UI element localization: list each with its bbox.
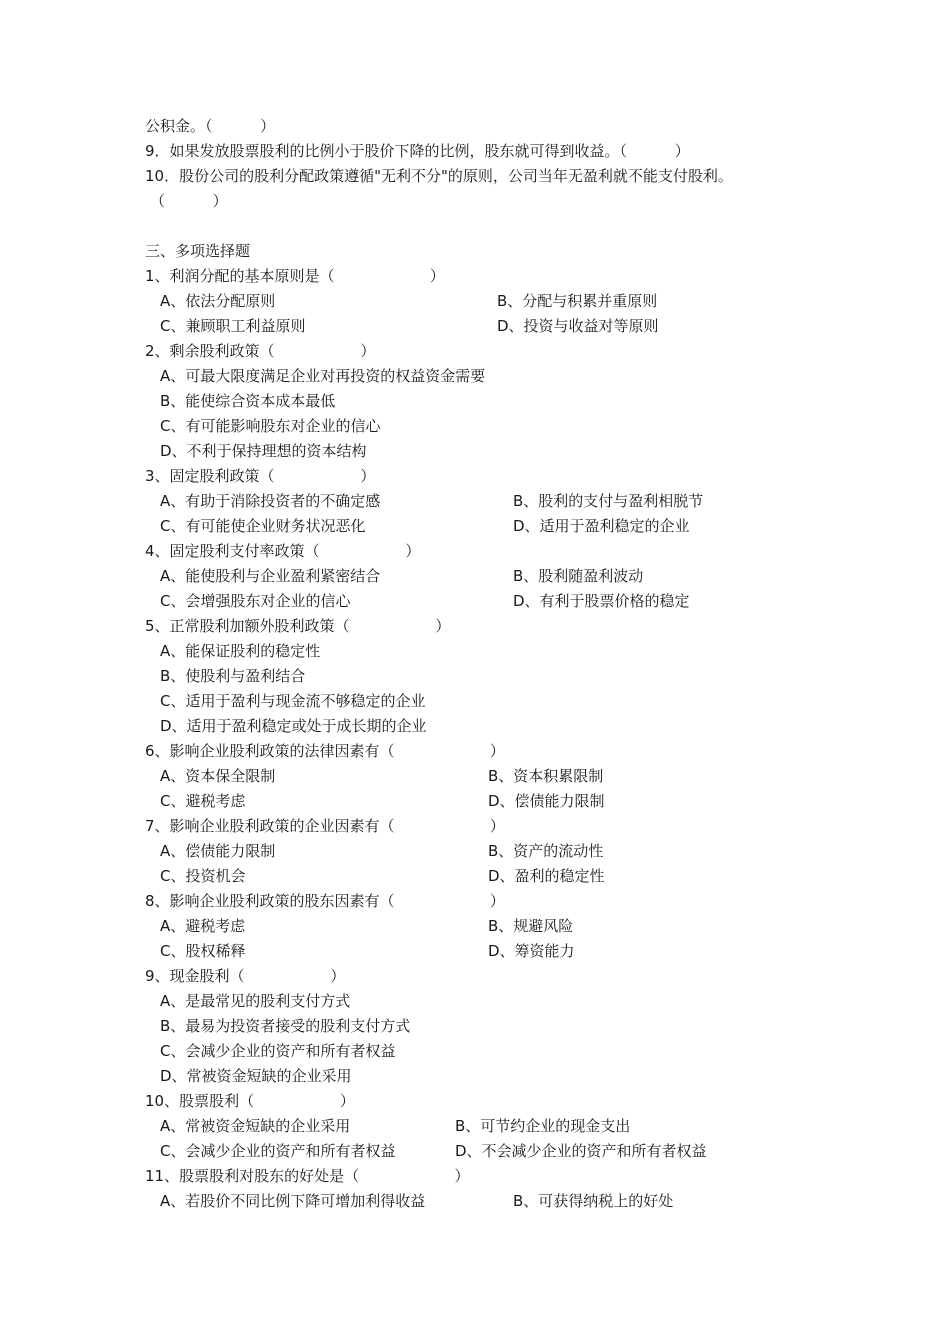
question-stem: 1、利润分配的基本原则是（ ） (145, 267, 445, 285)
section-title: 三、多项选择题 (145, 242, 251, 260)
option-d: D、适用于盈利稳定的企业 (513, 517, 690, 535)
option-a: A、依法分配原则 (160, 292, 276, 310)
option-b: B、分配与积累并重原则 (497, 292, 658, 310)
option-c: C、避税考虑 (160, 792, 246, 810)
option-a: A、可最大限度满足企业对再投资的权益资金需要 (160, 367, 486, 385)
option-c: C、投资机会 (160, 867, 246, 885)
option-b: B、最易为投资者接受的股利支付方式 (160, 1017, 411, 1035)
option-d: D、偿债能力限制 (488, 792, 605, 810)
option-d: D、投资与收益对等原则 (497, 317, 659, 335)
option-b: B、股利随盈利波动 (513, 567, 644, 585)
question-stem: 11、股票股利对股东的好处是（ ） (145, 1167, 470, 1185)
option-d: D、常被资金短缺的企业采用 (160, 1067, 352, 1085)
tail-line-1: 公积金。（ ） (145, 117, 276, 135)
option-c: C、会增强股东对企业的信心 (160, 592, 351, 610)
question-stem: 5、正常股利加额外股利政策（ ） (145, 617, 451, 635)
option-b: B、可获得纳税上的好处 (513, 1192, 674, 1210)
option-a: A、有助于消除投资者的不确定感 (160, 492, 381, 510)
option-a: A、偿债能力限制 (160, 842, 276, 860)
option-b: B、能使综合资本成本最低 (160, 392, 336, 410)
option-c: C、有可能使企业财务状况恶化 (160, 517, 366, 535)
option-b: B、股利的支付与盈利相脱节 (513, 492, 704, 510)
option-a: A、若股价不同比例下降可增加利得收益 (160, 1192, 426, 1210)
option-b: B、资本积累限制 (488, 767, 604, 785)
option-d: D、不利于保持理想的资本结构 (160, 442, 367, 460)
question-stem: 8、影响企业股利政策的股东因素有（ ） (145, 892, 505, 910)
question-stem: 3、固定股利政策（ ） (145, 467, 376, 485)
option-a: A、避税考虑 (160, 917, 246, 935)
option-c: C、会减少企业的资产和所有者权益 (160, 1042, 396, 1060)
option-a: A、资本保全限制 (160, 767, 276, 785)
option-d: D、盈利的稳定性 (488, 867, 605, 885)
option-d: D、有利于股票价格的稳定 (513, 592, 690, 610)
tail-line-4: （ ） (150, 192, 228, 210)
option-d: D、筹资能力 (488, 942, 575, 960)
option-b: B、资产的流动性 (488, 842, 604, 860)
question-stem: 4、固定股利支付率政策（ ） (145, 542, 421, 560)
option-d: D、不会减少企业的资产和所有者权益 (455, 1142, 707, 1160)
option-a: A、能使股利与企业盈利紧密结合 (160, 567, 381, 585)
option-c: C、股权稀释 (160, 942, 246, 960)
option-b: B、可节约企业的现金支出 (455, 1117, 631, 1135)
option-a: A、常被资金短缺的企业采用 (160, 1117, 351, 1135)
question-stem: 6、影响企业股利政策的法律因素有（ ） (145, 742, 505, 760)
tail-line-3: 10．股份公司的股利分配政策遵循"无利不分"的原则，公司当年无盈利就不能支付股利。 (145, 167, 733, 185)
option-b: B、使股利与盈利结合 (160, 667, 306, 685)
question-stem: 9、现金股利（ ） (145, 967, 346, 985)
question-stem: 10、股票股利（ ） (145, 1092, 355, 1110)
option-d: D、适用于盈利稳定或处于成长期的企业 (160, 717, 427, 735)
option-c: C、有可能影响股东对企业的信心 (160, 417, 381, 435)
option-c: C、兼顾职工利益原则 (160, 317, 306, 335)
tail-line-2: 9．如果发放股票股利的比例小于股价下降的比例，股东就可得到收益。（ ） (145, 142, 690, 160)
option-c: C、会减少企业的资产和所有者权益 (160, 1142, 396, 1160)
option-a: A、能保证股利的稳定性 (160, 642, 321, 660)
question-stem: 2、剩余股利政策（ ） (145, 342, 376, 360)
question-stem: 7、影响企业股利政策的企业因素有（ ） (145, 817, 505, 835)
option-c: C、适用于盈利与现金流不够稳定的企业 (160, 692, 426, 710)
option-b: B、规避风险 (488, 917, 574, 935)
option-a: A、是最常见的股利支付方式 (160, 992, 351, 1010)
